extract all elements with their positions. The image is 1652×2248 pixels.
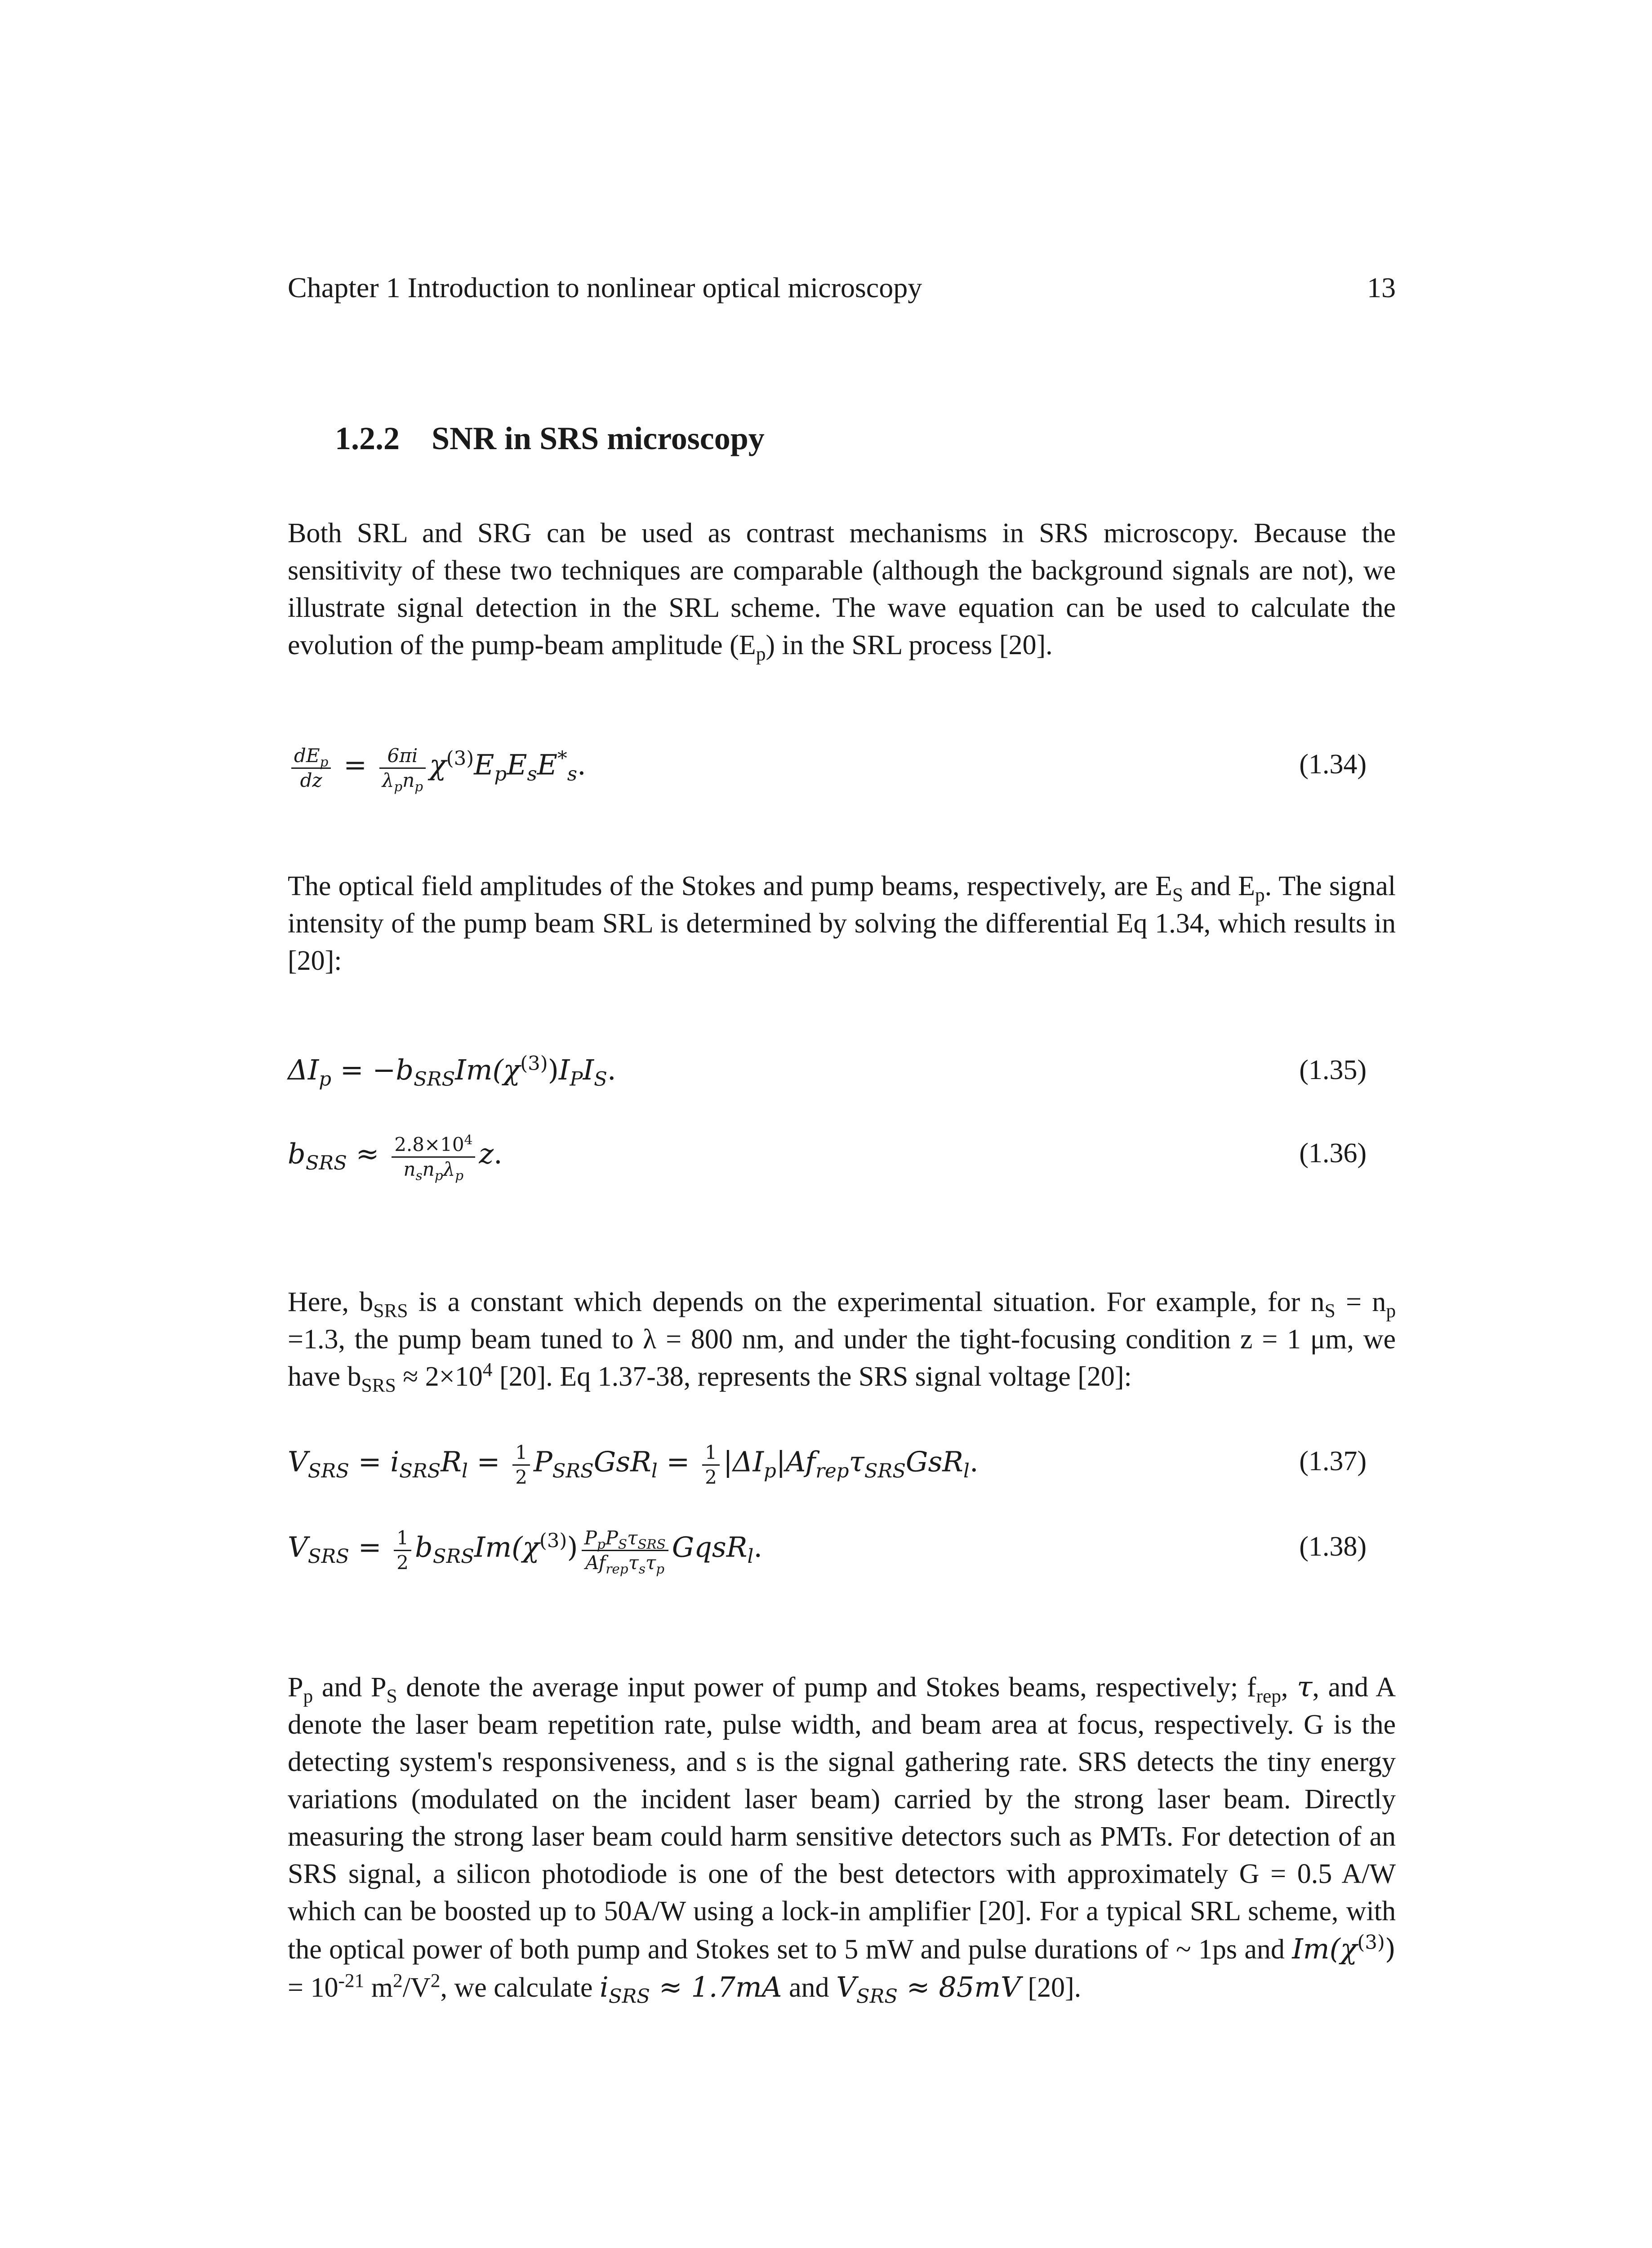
symbol: V — [836, 1971, 856, 2003]
subscript: p — [494, 763, 507, 786]
paragraph-text: [20]. — [1020, 1972, 1082, 2003]
superscript: (3) — [520, 1052, 548, 1075]
denominator: 2 — [515, 1466, 527, 1488]
superscript: 4 — [464, 1132, 473, 1147]
abs-bar: | — [776, 1445, 786, 1478]
denominator: dz — [300, 769, 322, 791]
paragraph-text: ) in the SRL process [20]. — [766, 630, 1053, 660]
equals-sign: = — [468, 1445, 509, 1478]
denominator: τ — [628, 1552, 639, 1574]
paren: ) — [1385, 1932, 1396, 1965]
approx-sign: ≈ — [347, 1137, 388, 1170]
subscript: p — [1255, 884, 1265, 906]
fraction-half — [702, 1441, 720, 1489]
paren: ) — [548, 1053, 559, 1086]
equation-body — [288, 1133, 503, 1181]
subscript: s — [415, 1168, 423, 1183]
paragraph-text: denote the average input power of pump and Stokes beams, respectively; f — [397, 1672, 1256, 1703]
section-heading — [335, 416, 765, 461]
paragraph-text: P — [288, 1672, 303, 1703]
paragraph-text: Here, b — [288, 1287, 374, 1317]
equals-sign: = − — [331, 1053, 396, 1086]
value: 85mV — [939, 1971, 1021, 2003]
paragraph-text: = n — [1335, 1287, 1386, 1317]
period: . — [607, 1053, 616, 1086]
numerator: 1 — [512, 1441, 530, 1466]
numerator: 1 — [394, 1526, 411, 1551]
subscript: S — [1324, 1300, 1336, 1322]
subscript: SRS — [373, 1300, 408, 1322]
approx-sign: ≈ — [897, 1971, 939, 2003]
equation-body — [288, 1526, 763, 1577]
subscript: p — [394, 779, 403, 794]
paren: ) — [567, 1530, 578, 1564]
symbol: R — [441, 1445, 462, 1478]
imag-part: Im(χ — [474, 1530, 539, 1564]
paragraph-text: ≈ 2×10 — [396, 1361, 483, 1392]
subscript: SRS — [552, 1460, 594, 1483]
subscript: SRS — [361, 1374, 396, 1396]
fraction-dEp-dz — [291, 744, 331, 792]
numerator: dE — [294, 745, 320, 767]
paragraph-text: and — [782, 1972, 837, 2003]
subscript: rep — [606, 1561, 628, 1577]
fraction-power-ratio — [582, 1526, 668, 1577]
symbol: V — [288, 1530, 308, 1564]
symbol: I — [583, 1053, 594, 1086]
symbol: τ — [849, 1445, 864, 1478]
subscript: SRS — [307, 1545, 349, 1568]
equation-1-38 — [288, 1526, 1367, 1594]
chapter-title: Chapter 1 Introduction to nonlinear optical microscopy — [288, 272, 922, 303]
numerator: 2.8×10 — [394, 1133, 464, 1155]
symbol: GsR — [905, 1445, 963, 1478]
symbol: |ΔI — [723, 1445, 764, 1478]
numerator: 1 — [702, 1441, 720, 1466]
subscript: p — [756, 643, 766, 665]
superscript: -21 — [338, 1970, 365, 1992]
denominator: λ — [443, 1158, 455, 1180]
subscript: p — [414, 779, 423, 794]
superscript: 2 — [393, 1970, 403, 1992]
equation-1-37 — [288, 1441, 1367, 1490]
equals-sign: = — [334, 748, 376, 781]
subscript: SRS — [399, 1460, 441, 1483]
subscript: p — [320, 754, 329, 770]
subscript: rep — [815, 1460, 849, 1483]
subscript: l — [963, 1460, 970, 1483]
symbol: I — [558, 1053, 570, 1086]
period: . — [969, 1445, 979, 1478]
paragraph-text: /V — [402, 1972, 431, 2003]
subscript: S — [386, 1685, 397, 1707]
symbol: GqsR — [672, 1530, 748, 1564]
equals-sign: = — [349, 1445, 391, 1478]
approx-sign: ≈ — [650, 1971, 691, 2003]
subscript: SRS — [637, 1536, 666, 1552]
paragraph-bsrs-constant — [288, 1284, 1396, 1396]
numerator: 6πi — [379, 744, 426, 769]
denominator: n — [402, 769, 415, 791]
subscript: SRS — [864, 1460, 906, 1483]
equation-number: (1.35) — [1299, 1055, 1367, 1085]
section-number: 1.2.2 — [335, 420, 400, 456]
subscript: S — [594, 1068, 607, 1091]
symbol: z — [479, 1137, 494, 1170]
paragraph-text: Both SRL and SRG can be used as contrast mechanisms in SRS microscopy. Because the sensitivity of these two techniques are comparable (although the background signals are not), we illustrate signal detection in the SRL scheme. The wave equation can be used to calculate the evolution of the pump-beam amplitude (E — [288, 518, 1396, 660]
paragraph-text: and E — [1183, 871, 1255, 901]
equation-number: (1.38) — [1299, 1531, 1367, 1562]
subscript: s — [567, 763, 577, 786]
subscript: S — [1172, 884, 1183, 906]
delta-intensity: ΔI — [288, 1053, 319, 1086]
subscript: rep — [1256, 1685, 1281, 1707]
field-symbol: E — [507, 748, 527, 781]
denominator: 2 — [705, 1466, 717, 1488]
paragraph-text: m — [364, 1972, 393, 2003]
numerator: τ — [627, 1527, 638, 1549]
subscript: s — [638, 1561, 646, 1577]
paragraph-detection-discussion — [288, 1668, 1396, 2007]
denominator: τ — [645, 1552, 656, 1574]
subscript: s — [527, 763, 537, 786]
paragraph-text: , we calculate — [440, 1972, 600, 2003]
equals-sign: = — [349, 1530, 391, 1564]
fraction-bsrs — [392, 1133, 475, 1181]
subscript: p — [656, 1561, 665, 1577]
symbol: b — [288, 1137, 306, 1170]
paragraph-field-amplitudes — [288, 868, 1396, 980]
subscript: p — [319, 1068, 332, 1091]
equation-1-35 — [288, 1050, 1367, 1095]
paragraph-text: [20]. Eq 1.37-38, represents the SRS signal voltage [20]: — [492, 1361, 1132, 1392]
superscript: 2 — [430, 1970, 441, 1992]
paragraph-text: =1.3, the pump beam tuned to λ = 800 nm, and under the tight-focusing condition z = 1 μm, we have b — [288, 1324, 1396, 1392]
equation-number: (1.34) — [1299, 749, 1367, 780]
superscript: (3) — [1357, 1931, 1385, 1954]
numerator: P — [584, 1527, 597, 1549]
paragraph-text: is a constant which depends on the experimental situation. For example, for n — [408, 1287, 1325, 1317]
denominator: λ — [382, 769, 394, 791]
page-number: 13 — [1367, 272, 1396, 303]
denominator: n — [403, 1158, 416, 1180]
subscript: SRS — [414, 1068, 455, 1091]
superscript: 4 — [482, 1359, 493, 1381]
denominator: Af — [585, 1552, 606, 1574]
tau-symbol: τ — [1297, 1670, 1313, 1703]
subscript: SRS — [307, 1460, 349, 1483]
paragraph-intro — [288, 515, 1396, 664]
field-symbol: E — [537, 748, 557, 781]
fraction-half — [512, 1441, 530, 1489]
equation-1-34 — [288, 744, 1367, 807]
subscript: p — [434, 1168, 443, 1183]
equation-body — [288, 1050, 616, 1091]
denominator: 2 — [396, 1552, 409, 1574]
subscript: p — [763, 1460, 776, 1483]
subscript: P — [570, 1068, 583, 1091]
equation-body — [288, 1441, 979, 1489]
subscript: p — [597, 1536, 606, 1552]
fraction-coefficient — [379, 744, 426, 792]
subscript: SRS — [432, 1545, 474, 1568]
chi-symbol: χ — [429, 748, 446, 781]
subscript: SRS — [608, 1985, 650, 2008]
subscript: l — [461, 1460, 468, 1483]
imag-part: Im(χ — [1292, 1932, 1358, 1965]
paragraph-text: and P — [313, 1672, 387, 1703]
paragraph-text: , — [1281, 1672, 1297, 1703]
fraction-half — [394, 1526, 411, 1574]
running-header — [288, 270, 1396, 306]
numerator: P — [605, 1527, 618, 1549]
subscript: S — [618, 1536, 628, 1552]
field-symbol: E — [474, 748, 494, 781]
symbol: b — [396, 1053, 414, 1086]
equation-1-36 — [288, 1133, 1367, 1196]
symbol: i — [600, 1971, 609, 2003]
period: . — [753, 1530, 763, 1564]
symbol: i — [390, 1445, 400, 1478]
subscript: l — [651, 1460, 658, 1483]
equals-sign: = — [657, 1445, 699, 1478]
symbol: Af — [785, 1445, 816, 1478]
symbol: b — [415, 1530, 433, 1564]
section-title-text: SNR in SRS microscopy — [432, 420, 765, 456]
subscript: p — [455, 1168, 464, 1183]
symbol: P — [533, 1445, 552, 1478]
paragraph-text: , and A denote the laser beam repetition rate, pulse width, and beam area at focus, respectively. G is the detecting system's responsiveness, and s is the signal gathering rate. SRS detects the tiny energy variations (modulated on the incident laser beam) carried by the strong laser beam. Directly measuring the strong laser beam could harm sensitive detectors such as PMTs. For detection of an SRS signal, a silicon photodiode is one of the best detectors with approximately G = 0.5 A/W which can be boosted up to 50A/W using a lock-in amplifier [20]. For a typical SRL scheme, with the optical power of both pump and Stokes set to 5 mW and pulse durations of ~ 1ps and — [288, 1672, 1396, 1965]
symbol: V — [288, 1445, 308, 1478]
subscript: SRS — [856, 1985, 898, 2008]
symbol: GsR — [593, 1445, 651, 1478]
value: 1.7mA — [691, 1971, 782, 2003]
imag-part: Im(χ — [455, 1053, 521, 1086]
equation-number: (1.36) — [1299, 1138, 1367, 1169]
equation-number: (1.37) — [1299, 1446, 1367, 1476]
subscript: SRS — [305, 1152, 347, 1175]
superscript: * — [557, 747, 567, 770]
superscript: (3) — [539, 1530, 567, 1552]
subscript: p — [303, 1685, 313, 1707]
equation-body — [288, 744, 586, 792]
period: . — [494, 1137, 503, 1170]
paragraph-text: The optical field amplitudes of the Stokes and pump beams, respectively, are E — [288, 871, 1172, 901]
paragraph-text: = 10 — [288, 1972, 338, 2003]
superscript: (3) — [446, 747, 474, 770]
paragraph-text: . The signal intensity of the pump beam SRL is determined by solving the differential Eq 1.34, which results in [20]: — [288, 871, 1396, 976]
subscript: p — [1386, 1300, 1396, 1322]
subscript: l — [747, 1545, 754, 1568]
denominator: n — [422, 1158, 435, 1180]
period: . — [577, 748, 586, 781]
